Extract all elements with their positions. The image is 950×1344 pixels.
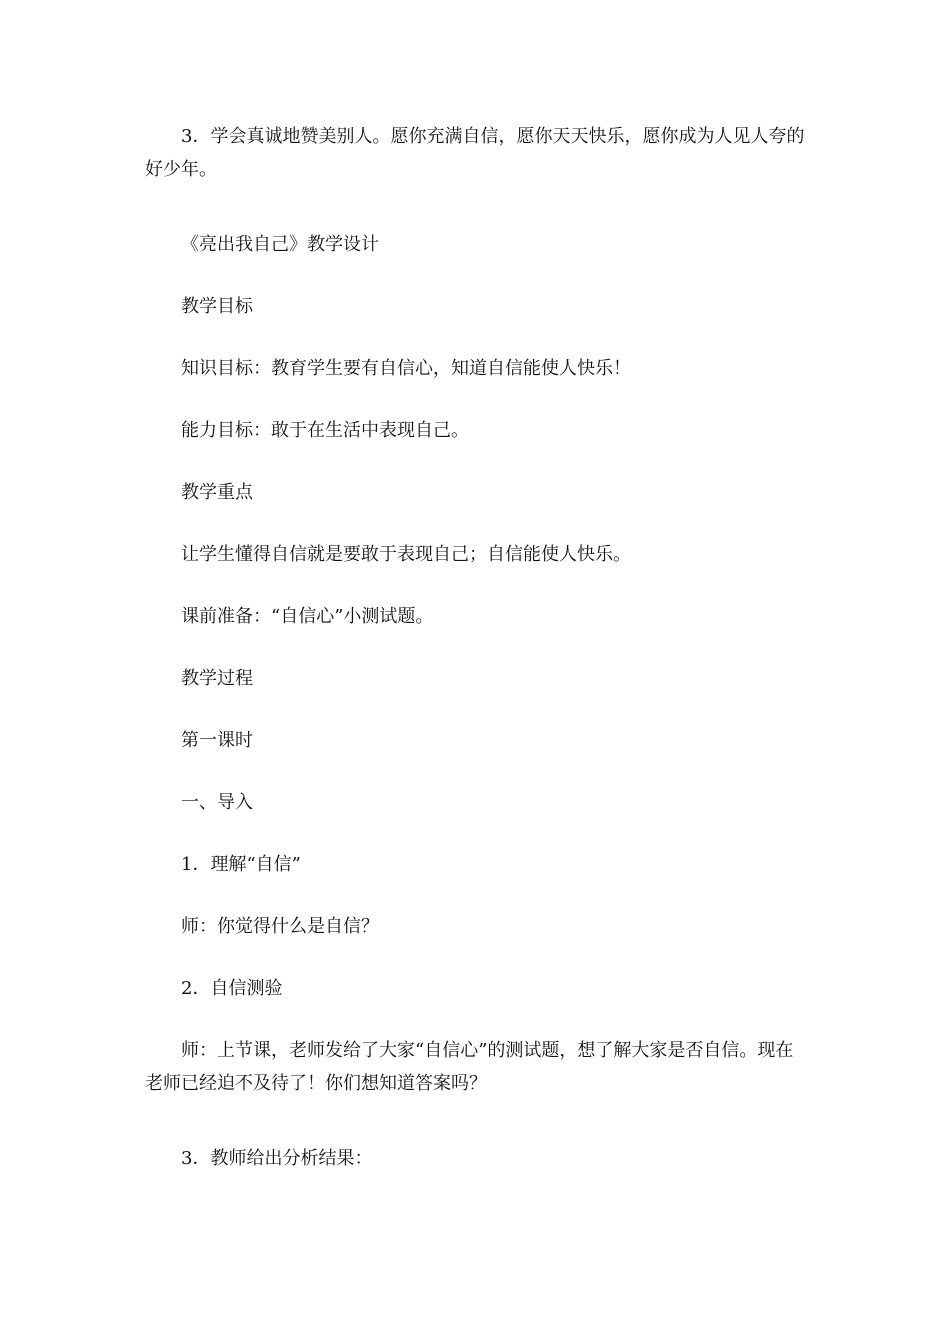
paragraph-preparation: 课前准备：“自信心”小测试题。 <box>181 606 434 627</box>
paragraph-praise-others: 3．学会真诚地赞美别人。愿你充满自信，愿你天天快乐，愿你成为人见人夸的好少年。 <box>145 126 805 180</box>
paragraph-teacher-test-intro: 师：上节课，老师发给了大家“自信心”的测试题，想了解大家是否自信。现在老师已经迫不及待了！你们想知道答案吗？ <box>145 1040 794 1094</box>
item-analysis-results: 3．教师给出分析结果： <box>181 1148 373 1169</box>
item-confidence-test: 2．自信测验 <box>181 978 283 999</box>
heading-teaching-focus: 教学重点 <box>181 482 253 503</box>
paragraph-teacher-question: 师：你觉得什么是自信？ <box>181 916 379 937</box>
paragraph-focus-content: 让学生懂得自信就是要敢于表现自己；自信能使人快乐。 <box>181 544 631 565</box>
heading-teaching-process: 教学过程 <box>181 668 253 689</box>
heading-introduction: 一、导入 <box>181 792 253 813</box>
lesson-title: 《亮出我自己》教学设计 <box>181 234 379 255</box>
paragraph-knowledge-goal: 知识目标：教育学生要有自信心，知道自信能使人快乐！ <box>181 358 631 379</box>
paragraph-ability-goal: 能力目标：敢于在生活中表现自己。 <box>181 420 469 441</box>
item-understand-confidence: 1．理解“自信” <box>181 854 301 875</box>
heading-first-lesson: 第一课时 <box>181 730 253 751</box>
heading-teaching-goals: 教学目标 <box>181 296 253 317</box>
